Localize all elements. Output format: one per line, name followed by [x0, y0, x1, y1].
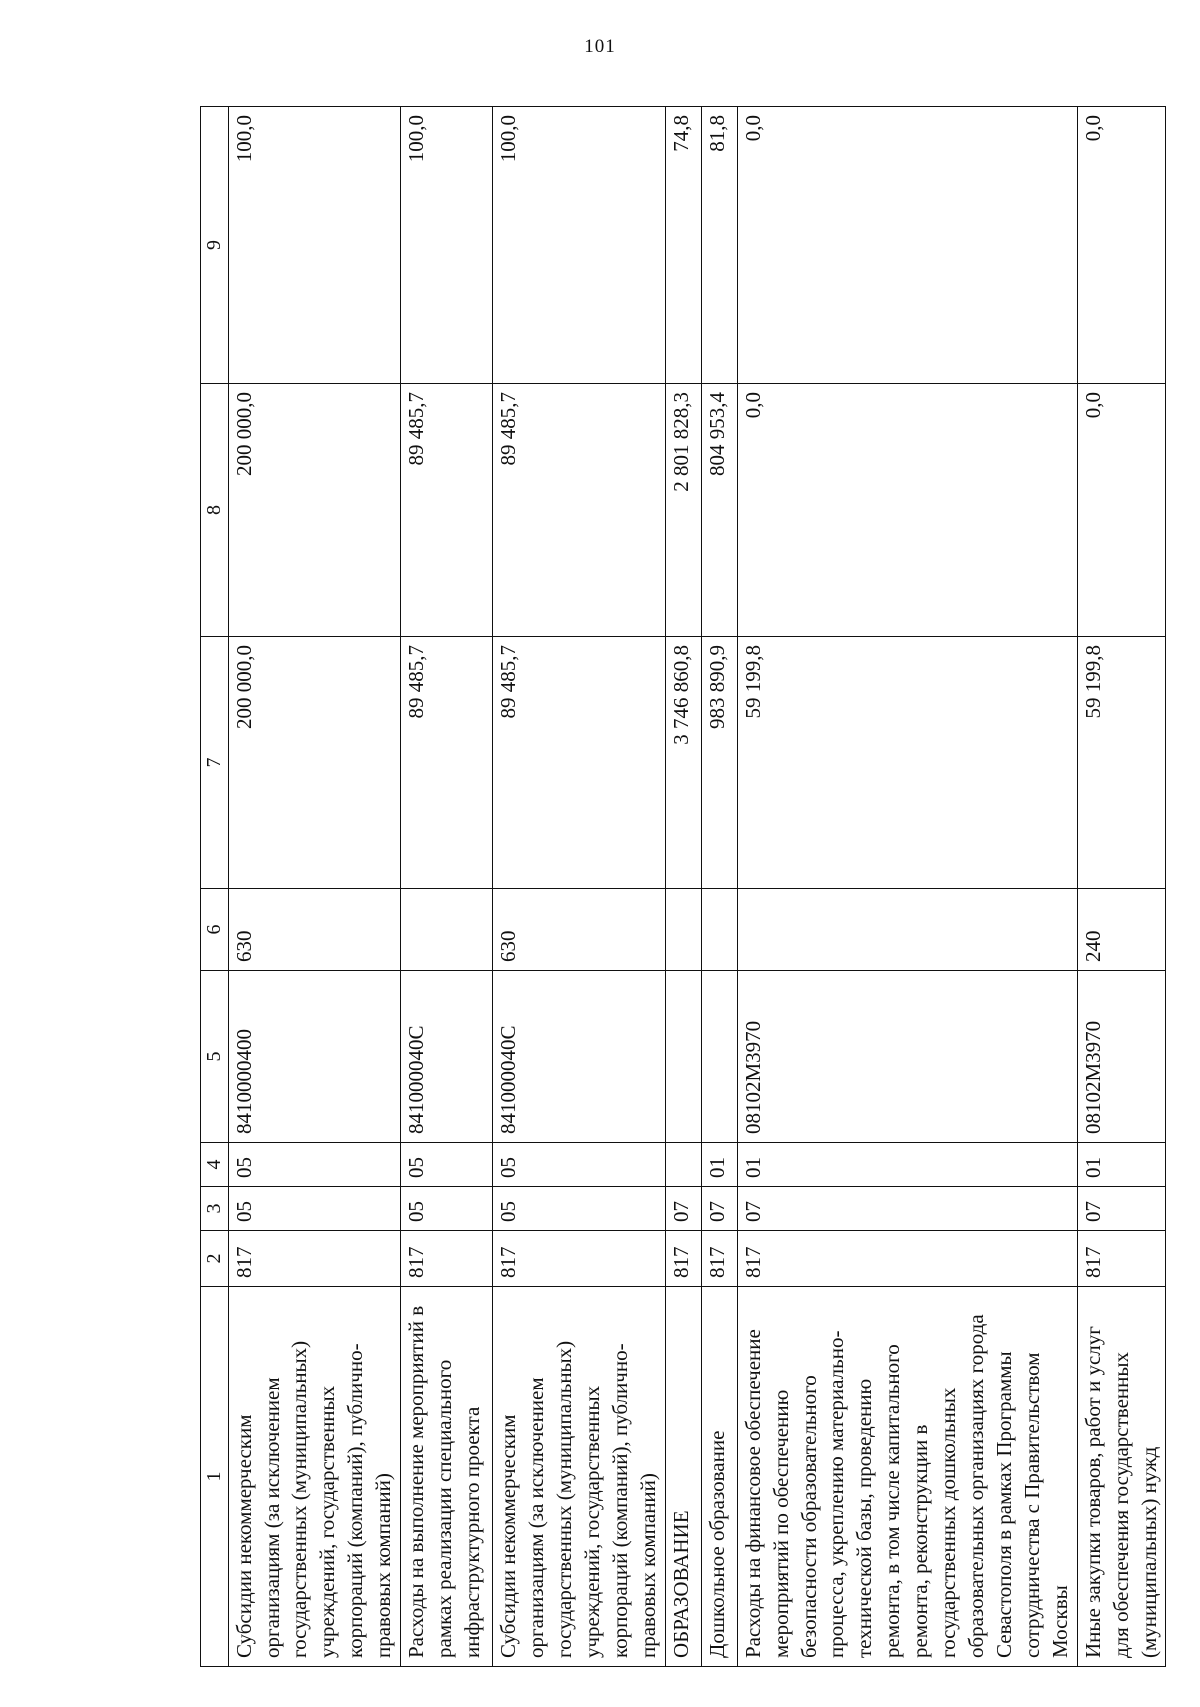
cell-section: 07	[1077, 1187, 1166, 1231]
rotated-table-container	[200, 107, 1161, 1667]
row-name: Иные закупки товаров, работ и услуг для обеспечения государственных (муниципальных) нужд	[1077, 1287, 1166, 1667]
cell-ministry-code: 817	[1077, 1231, 1166, 1287]
cell-subsection: 01	[701, 1143, 737, 1187]
cell-target-article: 841000040С	[401, 971, 493, 1143]
budget-table	[200, 106, 1166, 1667]
table-row	[665, 107, 701, 1667]
cell-expense-type: 630	[493, 889, 666, 971]
cell-executed: 2 801 828,3	[665, 384, 701, 637]
cell-executed: 0,0	[1077, 384, 1166, 637]
cell-executed: 200 000,0	[228, 384, 401, 637]
cell-planned: 89 485,7	[493, 637, 666, 889]
cell-expense-type	[701, 889, 737, 971]
cell-target-article: 841000040С	[493, 971, 666, 1143]
page-number: 101	[584, 36, 616, 57]
column-header: 8	[201, 384, 229, 637]
cell-percent: 0,0	[1077, 107, 1166, 384]
cell-percent: 100,0	[401, 107, 493, 384]
table-row	[228, 107, 401, 1667]
cell-target-article	[665, 971, 701, 1143]
cell-section: 07	[737, 1187, 1077, 1231]
row-name: Расходы на выполнение мероприятий в рамках реализации специального инфраструктурного проекта	[401, 1287, 493, 1667]
cell-ministry-code: 817	[665, 1231, 701, 1287]
column-header: 2	[201, 1231, 229, 1287]
cell-executed: 89 485,7	[401, 384, 493, 637]
cell-ministry-code: 817	[401, 1231, 493, 1287]
column-header: 9	[201, 107, 229, 384]
cell-planned: 59 199,8	[1077, 637, 1166, 889]
cell-subsection: 01	[737, 1143, 1077, 1187]
column-header: 6	[201, 889, 229, 971]
row-name: Субсидии некоммерческим организациям (за исключением государственных (муниципальных) учреждений, государственных корпораций (компаний), публично-правовых компаний)	[493, 1287, 666, 1667]
cell-section: 05	[493, 1187, 666, 1231]
row-name: Дошкольное образование	[701, 1287, 737, 1667]
cell-ministry-code: 817	[737, 1231, 1077, 1287]
cell-planned: 200 000,0	[228, 637, 401, 889]
table-row	[1077, 107, 1166, 1667]
row-name: ОБРАЗОВАНИЕ	[665, 1287, 701, 1667]
cell-ministry-code: 817	[701, 1231, 737, 1287]
cell-percent: 100,0	[493, 107, 666, 384]
cell-ministry-code: 817	[228, 1231, 401, 1287]
cell-planned: 983 890,9	[701, 637, 737, 889]
table-row	[493, 107, 666, 1667]
cell-section: 05	[401, 1187, 493, 1231]
cell-section: 07	[665, 1187, 701, 1231]
cell-planned: 59 199,8	[737, 637, 1077, 889]
cell-expense-type	[737, 889, 1077, 971]
column-number-row	[201, 107, 229, 1667]
cell-expense-type	[665, 889, 701, 971]
row-name: Расходы на финансовое обеспечение мероприятий по обеспечению безопасности образовательного процесса, укреплению материально-технической базы, проведению ремонта, в том числе капитального ремонта, реконструкции в государственных дошкольных образовательных организациях города Севастополя в рамках Программы сотрудничества с Правительством Москвы	[737, 1287, 1077, 1667]
cell-percent: 0,0	[737, 107, 1077, 384]
cell-planned: 89 485,7	[401, 637, 493, 889]
cell-expense-type	[401, 889, 493, 971]
column-header: 3	[201, 1187, 229, 1231]
cell-target-article	[701, 971, 737, 1143]
cell-subsection: 05	[493, 1143, 666, 1187]
cell-expense-type: 630	[228, 889, 401, 971]
cell-section: 05	[228, 1187, 401, 1231]
cell-executed: 0,0	[737, 384, 1077, 637]
cell-expense-type: 240	[1077, 889, 1166, 971]
column-header: 5	[201, 971, 229, 1143]
column-header: 1	[201, 1287, 229, 1667]
cell-executed: 804 953,4	[701, 384, 737, 637]
cell-subsection: 05	[228, 1143, 401, 1187]
column-header: 7	[201, 637, 229, 889]
cell-percent: 81,8	[701, 107, 737, 384]
cell-target-article: 08102М3970	[737, 971, 1077, 1143]
row-name: Субсидии некоммерческим организациям (за исключением государственных (муниципальных) учреждений, государственных корпораций (компаний), публично-правовых компаний)	[228, 1287, 401, 1667]
cell-subsection	[665, 1143, 701, 1187]
cell-section: 07	[701, 1187, 737, 1231]
cell-percent: 100,0	[228, 107, 401, 384]
cell-subsection: 01	[1077, 1143, 1166, 1187]
cell-target-article: 08102М3970	[1077, 971, 1166, 1143]
cell-percent: 74,8	[665, 107, 701, 384]
cell-executed: 89 485,7	[493, 384, 666, 637]
column-header: 4	[201, 1143, 229, 1187]
cell-ministry-code: 817	[493, 1231, 666, 1287]
table-row	[701, 107, 737, 1667]
cell-planned: 3 746 860,8	[665, 637, 701, 889]
table-row	[737, 107, 1077, 1667]
cell-subsection: 05	[401, 1143, 493, 1187]
table-row	[401, 107, 493, 1667]
cell-target-article: 8410000400	[228, 971, 401, 1143]
